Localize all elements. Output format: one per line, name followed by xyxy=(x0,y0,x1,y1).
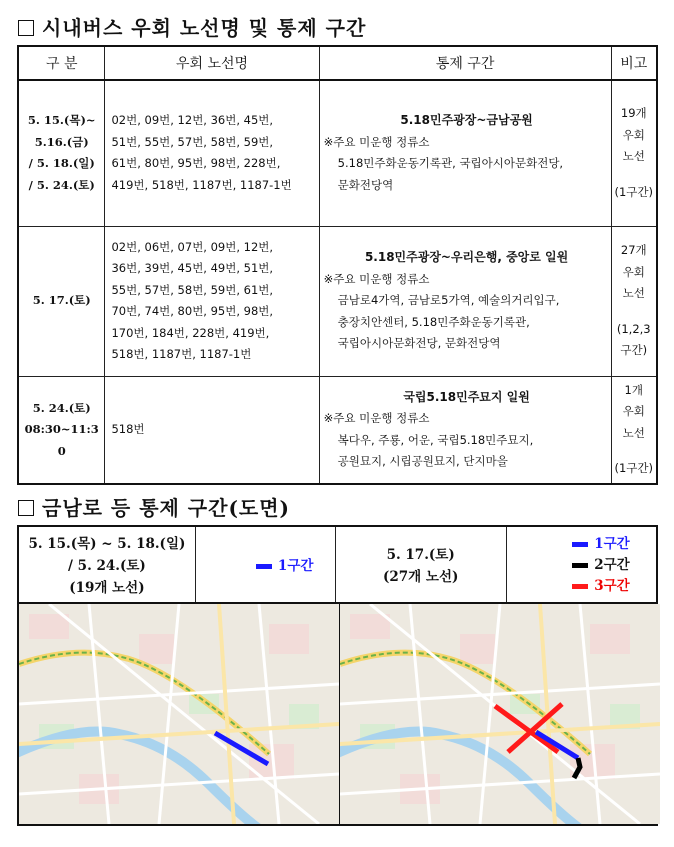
note-line: 1개 xyxy=(624,382,643,397)
period-line: (19개 노선) xyxy=(69,579,145,596)
segment1-swatch xyxy=(256,564,272,569)
legend-label: 1구간 xyxy=(277,557,314,574)
route-line: 518번, 1187번, 1187-1번 xyxy=(111,347,252,361)
legend-label: 2구간 xyxy=(594,557,630,573)
header-note: 비고 xyxy=(611,46,657,80)
date-cell xyxy=(18,80,105,226)
left-period-label xyxy=(18,526,195,605)
note-line: (1구간) xyxy=(614,461,654,476)
control-title: 국립5.18민주묘지 일원 xyxy=(403,389,530,404)
note-line: 27개 xyxy=(620,243,647,258)
date-line: 5. 24.(토) xyxy=(32,400,91,415)
legend-row xyxy=(18,526,657,605)
date-line: 5.16.(금) xyxy=(34,134,89,149)
note-line: 우회 xyxy=(622,404,645,419)
segment3-swatch xyxy=(572,584,588,589)
period-line: 5. 17.(토) xyxy=(386,546,455,563)
table-row xyxy=(18,376,657,484)
segment1-swatch xyxy=(572,542,588,547)
control-line: 국립아시아문화전당, 문화전당역 xyxy=(337,336,501,351)
table-row xyxy=(18,80,657,226)
map-left xyxy=(19,604,339,824)
note-line: 우회 xyxy=(622,127,645,142)
control-line: ※주요 미운행 정류소 xyxy=(323,134,430,149)
section2-heading: 금남로 등 통제 구간(도면) xyxy=(18,492,290,521)
left-legend xyxy=(195,526,335,605)
control-title: 5.18민주광장~금남공원 xyxy=(400,113,533,128)
date-cell xyxy=(18,376,105,484)
legend-label: 1구간 xyxy=(594,536,630,552)
control-title: 5.18민주광장~우리은행, 중앙로 일원 xyxy=(364,250,569,265)
control-line: 충장치안센터, 5.18민주화운동기록관, xyxy=(337,314,530,329)
note-line: 노선 xyxy=(622,286,645,301)
map-image xyxy=(340,604,660,824)
route-line: 61번, 80번, 95번, 98번, 228번, xyxy=(111,156,281,171)
control-line: 5.18민주화운동기록관, 국립아시아문화전당, xyxy=(337,156,564,171)
right-period-label xyxy=(335,526,506,605)
routes-cell xyxy=(105,226,319,376)
route-line: 170번, 184번, 228번, 419번, xyxy=(111,325,270,340)
control-line: 문화전당역 xyxy=(337,177,394,192)
routes-cell xyxy=(105,80,319,226)
map-image xyxy=(19,604,339,824)
header-category: 구 분 xyxy=(18,46,105,80)
detour-table xyxy=(17,45,658,485)
date-line: 0 xyxy=(57,443,66,458)
route-line: 70번, 74번, 80번, 95번, 98번, xyxy=(111,304,274,318)
map-legend-table xyxy=(17,525,658,606)
header-routes: 우회 노선명 xyxy=(105,46,319,80)
header-control: 통제 구간 xyxy=(319,46,611,80)
note-line: 우회 xyxy=(622,264,645,279)
control-cell xyxy=(319,226,611,376)
date-line: / 5. 18.(일) xyxy=(28,156,95,171)
control-line: 공원묘지, 시립공원묘지, 단지마을 xyxy=(337,454,508,469)
note-line: 노선 xyxy=(622,149,645,164)
table-row xyxy=(18,226,657,376)
segment2-swatch xyxy=(572,563,588,568)
right-legend xyxy=(506,526,657,605)
control-line: 금남로4가역, 금남로5가역, 예술의거리입구, xyxy=(337,293,560,308)
control-cell xyxy=(319,80,611,226)
note-line: (1,2,3 xyxy=(616,321,651,336)
checkbox-square-icon xyxy=(18,500,34,516)
period-line: (27개 노선) xyxy=(382,568,459,585)
note-line: 구간) xyxy=(620,343,648,358)
note-cell xyxy=(611,80,657,226)
note-line: 노선 xyxy=(622,425,645,440)
table-header-row xyxy=(18,46,657,80)
route-line: 518번 xyxy=(111,422,145,436)
map-panels xyxy=(17,602,658,826)
checkbox-square-icon xyxy=(18,20,34,36)
routes-cell xyxy=(105,376,319,484)
date-cell xyxy=(18,226,105,376)
control-line: ※주요 미운행 정류소 xyxy=(323,411,430,426)
date-line: 5. 15.(목)~ xyxy=(27,113,96,128)
map-right xyxy=(339,604,660,824)
note-cell xyxy=(611,376,657,484)
date-line: 5. 17.(토) xyxy=(32,293,91,308)
period-line: 5. 15.(목) ~ 5. 18.(일) xyxy=(28,535,186,552)
note-line: 19개 xyxy=(620,106,647,121)
period-line: / 5. 24.(토) xyxy=(68,557,146,574)
route-line: 02번, 09번, 12번, 36번, 45번, xyxy=(111,113,274,128)
date-line: 08:30~11:3 xyxy=(24,422,99,436)
control-line: 복다우, 주룡, 어운, 국립5.18민주묘지, xyxy=(337,432,534,447)
note-cell xyxy=(611,226,657,376)
route-line: 36번, 39번, 45번, 49번, 51번, xyxy=(111,261,274,275)
legend-label: 3구간 xyxy=(594,578,630,594)
note-line: (1구간) xyxy=(614,184,654,199)
route-line: 02번, 06번, 07번, 09번, 12번, xyxy=(111,239,274,254)
control-line: ※주요 미운행 정류소 xyxy=(323,271,430,286)
date-line: / 5. 24.(토) xyxy=(28,177,95,192)
section1-heading: 시내버스 우회 노선명 및 통제 구간 xyxy=(18,12,366,41)
route-line: 51번, 55번, 57번, 58번, 59번, xyxy=(111,134,274,149)
route-line: 419번, 518번, 1187번, 1187-1번 xyxy=(111,177,292,192)
route-line: 55번, 57번, 58번, 59번, 61번, xyxy=(111,282,274,297)
control-cell xyxy=(319,376,611,484)
